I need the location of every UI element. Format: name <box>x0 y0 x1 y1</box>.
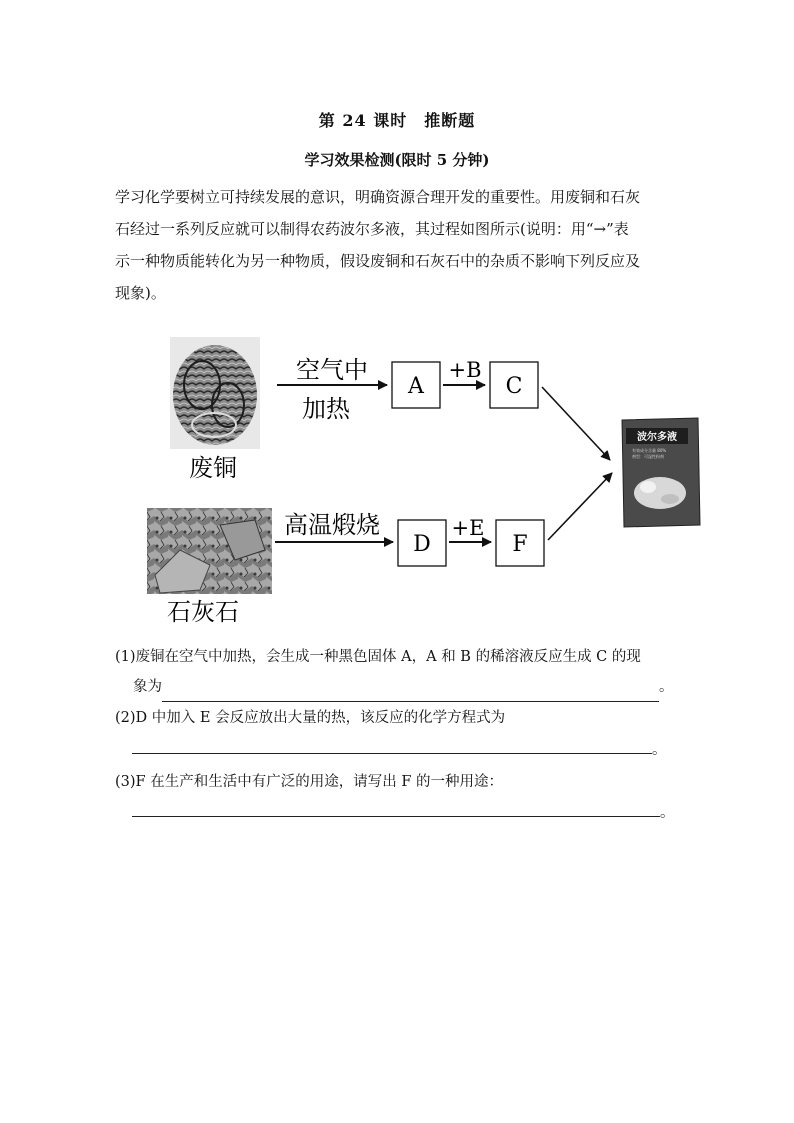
question-1-text: (1)废铜在空气中加热，会生成一种黑色固体 A，A 和 B 的稀溶液反应生成 C 的现 <box>115 649 641 665</box>
question-1-continuation <box>115 672 690 702</box>
reagent-e-label: +E <box>451 516 485 540</box>
answer-blank-3[interactable] <box>132 816 660 817</box>
package-small-text: 有效成分含量 80% <box>632 448 667 453</box>
intro-paragraph <box>115 181 690 309</box>
intro-line: 学习化学要树立可持续发展的意识，明确资源合理开发的重要性。用废铜和石灰 <box>115 188 641 206</box>
limestone-label: 石灰石 <box>167 598 239 626</box>
answer-blank-2[interactable] <box>132 753 652 754</box>
box-f-label: F <box>512 532 528 557</box>
lesson-title: 第 24 课时 推断题 <box>318 111 476 130</box>
waste-copper-photo <box>170 337 260 449</box>
question-2-text: (2)D 中加入 E 会反应放出大量的热，该反应的化学方程式为 <box>115 710 506 726</box>
condition-air: 空气中 <box>296 356 368 384</box>
box-c-label: C <box>505 374 523 399</box>
period-mark: 。 <box>652 742 667 758</box>
question-2 <box>115 706 690 727</box>
quiz-subtitle: 学习效果检测(限时 5 分钟) <box>304 151 490 169</box>
period-mark: 。 <box>659 679 674 695</box>
intro-line: 示一种物质能转化为另一种物质，假设废铜和石灰石中的杂质不影响下列反应及 <box>115 252 641 270</box>
question-1 <box>115 642 690 702</box>
question-1-text-end: 象为 <box>133 679 162 695</box>
question-3 <box>115 770 690 791</box>
arrow-f-to-product <box>548 473 612 540</box>
waste-copper-label: 废铜 <box>189 454 237 482</box>
period-mark: 。 <box>660 805 675 821</box>
limestone-photo <box>147 508 272 594</box>
condition-calcine: 高温煅烧 <box>284 511 380 539</box>
intro-line: 石经过一系列反应就可以制得农药波尔多液，其过程如图所示(说明：用“→”表 <box>115 220 629 238</box>
condition-heat: 加热 <box>302 395 350 423</box>
box-a-label: A <box>408 374 424 399</box>
question-3-text: (3)F 在生产和生活中有广泛的用途，请写出 F 的一种用途： <box>115 774 503 790</box>
arrow-c-to-product <box>542 387 610 460</box>
package-title: 波尔多液 <box>637 432 677 443</box>
answer-blank-1[interactable] <box>162 685 659 702</box>
package-small-text: 剂型：可湿性粉剂 <box>632 454 664 459</box>
reaction-flow-diagram <box>140 325 720 635</box>
bordeaux-mixture-package <box>622 418 700 527</box>
reagent-b-label: +B <box>448 358 482 382</box>
intro-line: 现象)。 <box>115 284 166 302</box>
box-d-label: D <box>413 532 431 557</box>
